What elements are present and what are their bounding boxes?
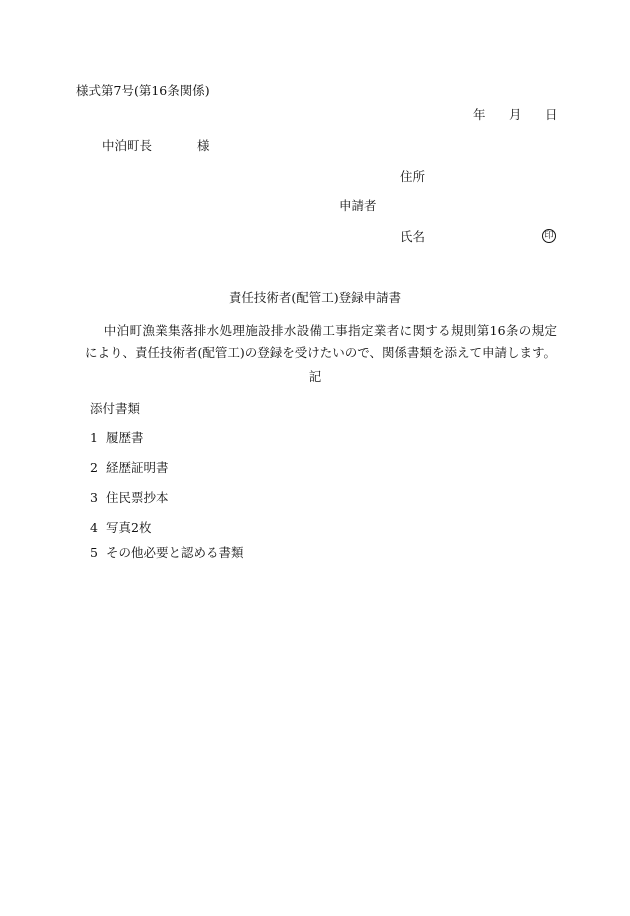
list-item-text: 写真2枚 xyxy=(106,520,152,535)
date-day-label: 日 xyxy=(545,107,558,122)
attachments-heading: 添付書類 xyxy=(90,401,141,416)
list-item-text: 経歴証明書 xyxy=(106,460,169,475)
addressee-honorific: 様 xyxy=(197,138,210,153)
list-item-number: 5 xyxy=(90,545,98,560)
applicant-label: 申請者 xyxy=(339,198,377,213)
list-item-number: 1 xyxy=(90,430,98,445)
date-month-label: 月 xyxy=(509,107,522,122)
document-title: 責任技術者(配管工)登録申請書 xyxy=(228,290,402,305)
addressee-name: 中泊町長 xyxy=(102,138,153,153)
address-label: 住所 xyxy=(400,169,426,184)
date-year-label: 年 xyxy=(473,107,486,122)
ki-heading: 記 xyxy=(308,369,322,384)
list-item-number: 2 xyxy=(90,460,98,475)
list-item-text: 履歴書 xyxy=(106,430,144,445)
form-number: 様式第7号(第16条関係) xyxy=(76,83,210,98)
list-item-text: 住民票抄本 xyxy=(106,490,169,505)
body-paragraph: 中泊町漁業集落排水処理施設排水設備工事指定業者に関する規則第16条の規定により、責任技術者(配管工)の登録を受けたいので、関係書類を添えて申請します。 xyxy=(85,323,557,360)
list-item-text: その他必要と認める書類 xyxy=(106,545,244,560)
seal-mark: 印 xyxy=(542,229,556,243)
list-item-number: 4 xyxy=(90,520,98,535)
name-label: 氏名 xyxy=(400,229,426,244)
list-item-number: 3 xyxy=(90,490,98,505)
